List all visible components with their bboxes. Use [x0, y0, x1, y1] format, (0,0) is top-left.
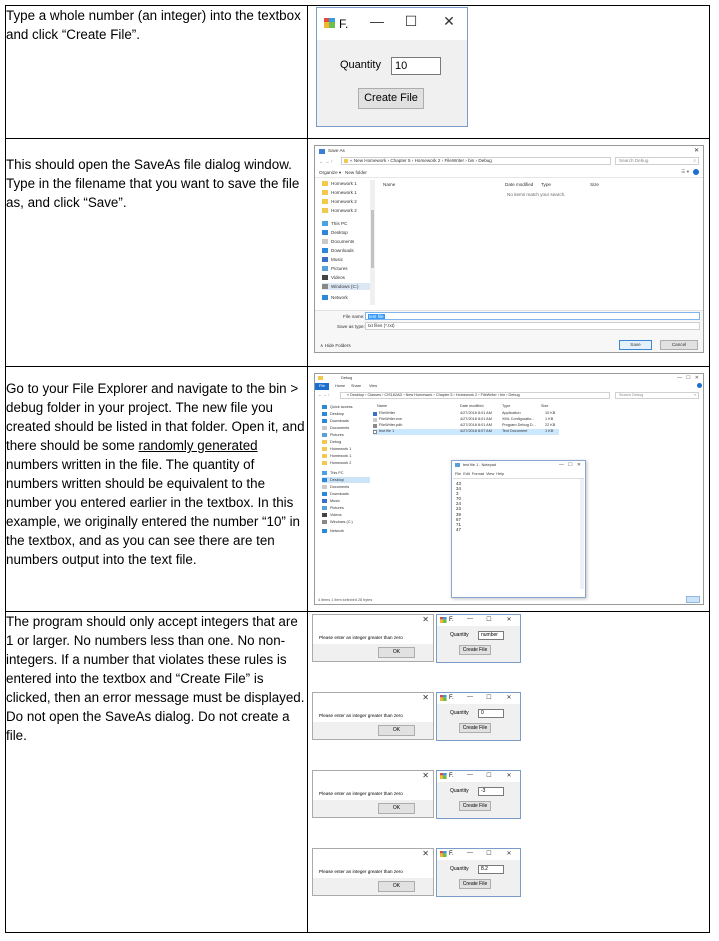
organize-menu[interactable]: Organize ▾	[319, 170, 342, 175]
minimize-button[interactable]: —	[467, 850, 473, 856]
quantity-input[interactable]: number	[478, 631, 504, 640]
help-icon[interactable]	[693, 169, 699, 175]
number-line: 67	[456, 516, 461, 522]
notepad-menu	[455, 472, 504, 476]
step-1-text: Type a whole number (an integer) into the textbox and click “Create File”.	[6, 8, 301, 42]
nav-item[interactable]: Desktop	[322, 477, 370, 483]
notepad-scrollbar[interactable]	[580, 479, 584, 589]
nav-item[interactable]: Documents	[322, 425, 368, 431]
ok-button[interactable]: OK	[378, 725, 415, 736]
file-name: FileWriter	[379, 411, 396, 415]
nav-item[interactable]: Desktop	[322, 411, 368, 417]
close-button[interactable]: ✕	[506, 617, 512, 623]
ok-button[interactable]: OK	[378, 803, 415, 814]
nav-arrows-icon[interactable]: ← → ↑	[319, 159, 334, 164]
app-icon	[324, 18, 335, 28]
ribbon-tab-file[interactable]: File	[315, 383, 329, 390]
explorer-path: « Desktop › Classes › CIS162AD › New Homework › Chapter 5 › Homework 2 › FileWriter › bin › Debug	[347, 393, 520, 397]
close-button[interactable]: ✕	[506, 773, 512, 779]
quantity-input[interactable]: 8.2	[478, 865, 504, 874]
save-dialog-path-bar[interactable]	[341, 157, 611, 165]
step-row-3	[6, 367, 710, 612]
quantity-label: Quantity	[450, 632, 469, 638]
nav-item[interactable]: Homework 1	[322, 446, 368, 452]
mini-form-window	[436, 614, 521, 663]
number-line: 3	[456, 491, 459, 497]
column-header-date[interactable]: Date modified	[505, 182, 534, 187]
explorer-folder-icon	[318, 376, 323, 380]
create-file-button[interactable]: Create File	[358, 88, 424, 109]
nav-item[interactable]: Documents	[322, 484, 368, 490]
maximize-button[interactable]: ☐	[486, 851, 492, 857]
app-icon	[440, 617, 447, 623]
quantity-input[interactable]: 0	[478, 709, 504, 718]
number-line: 70	[456, 496, 461, 502]
minimize-button[interactable]: —	[370, 13, 384, 29]
step-3-text	[6, 379, 307, 569]
quantity-label: Quantity	[450, 866, 469, 872]
nav-item[interactable]: Documents	[322, 238, 368, 245]
step-3-text-underlined: randomly generated	[138, 438, 258, 453]
explorer-path-bar[interactable]	[340, 392, 610, 399]
step-row-4	[6, 612, 710, 933]
create-file-button[interactable]: Create File	[459, 723, 491, 733]
step-2-image-cell	[308, 139, 710, 367]
number-line: 24	[456, 501, 461, 507]
search-icon: ⌕	[693, 158, 696, 163]
file-type: Text Document	[502, 429, 528, 433]
step-row-2	[6, 139, 710, 367]
quantity-label: Quantity	[450, 710, 469, 716]
error-dialog	[312, 614, 434, 662]
mini-title: F.	[449, 617, 454, 623]
minimize-button[interactable]: —	[467, 772, 473, 778]
savetype-select[interactable]	[365, 322, 700, 330]
view-options-icon[interactable]: ☰ ▾	[681, 169, 689, 174]
notepad-content[interactable]	[456, 481, 461, 532]
mini-form-window	[436, 848, 521, 897]
column-header-size[interactable]: Size	[541, 404, 549, 408]
file-size: 22 KB	[545, 423, 556, 427]
number-line: 23	[456, 506, 461, 512]
savetype-label: Save as type:	[337, 324, 365, 329]
form-titlebar	[317, 8, 467, 40]
nav-scrollbar[interactable]	[370, 180, 375, 305]
error-close-icon[interactable]: ✕	[422, 849, 429, 858]
nav-item[interactable]: Pictures	[322, 505, 368, 511]
nav-item[interactable]: Quick access	[322, 404, 368, 410]
nav-arrows-icon[interactable]: ← → ↑	[318, 393, 330, 397]
column-header-size[interactable]: Size	[590, 182, 599, 187]
error-message: Please enter an integer greater than zero	[319, 869, 403, 874]
app-icon	[440, 695, 447, 701]
form-window	[316, 7, 468, 127]
column-header-type[interactable]: Type	[502, 404, 511, 408]
help-icon[interactable]	[697, 383, 702, 388]
nav-item[interactable]: This PC	[322, 470, 368, 476]
app-icon	[440, 773, 447, 779]
nav-item[interactable]: Homework 2	[322, 207, 368, 214]
save-button[interactable]: Save	[619, 340, 652, 350]
error-message: Please enter an integer greater than zero	[319, 791, 403, 796]
nav-item[interactable]: Network	[322, 528, 368, 534]
number-line: 43	[456, 481, 461, 486]
explorer-title: Debug	[341, 376, 353, 380]
error-dialog	[312, 770, 434, 818]
ok-button[interactable]: OK	[378, 881, 415, 892]
nav-item[interactable]: Pictures	[322, 265, 368, 272]
empty-message: No items match your search.	[507, 192, 566, 197]
explorer-ribbon	[315, 383, 704, 390]
search-icon: ⌕	[693, 393, 696, 397]
step-4-text: The program should only accept integers that are 1 or larger. No numbers less than one. No non-integers. If a number that violates these rules is entered into the textbox and “Create File” is clicked, then an error message must be displayed. Do not open the SaveAs dialog. Do not create a file.	[6, 614, 305, 743]
save-dialog-path: « New Homework › Chapter 5 › Homework 2 › FileWriter › bin › Debug	[350, 158, 492, 163]
mini-title: F.	[449, 695, 454, 701]
step-2-text: This should open the SaveAs file dialog window. Type in the filename that you want to save the file as, and click “Save”.	[6, 157, 300, 210]
explorer-window-controls[interactable]: — ☐ ✕	[676, 375, 699, 381]
error-close-icon[interactable]: ✕	[422, 771, 429, 780]
file-name: test file 1	[379, 429, 395, 433]
nav-item[interactable]: Desktop	[322, 229, 368, 236]
nav-item[interactable]: Pictures	[322, 432, 368, 438]
maximize-button[interactable]: ☐	[486, 617, 492, 623]
nav-item[interactable]: Windows (C:)	[322, 519, 368, 525]
file-size: 1 KB	[545, 429, 554, 433]
explorer-search-placeholder: Search Debug	[619, 393, 644, 397]
save-dialog-icon	[319, 149, 325, 154]
close-button[interactable]: ✕	[443, 13, 455, 29]
notepad-icon	[455, 463, 460, 467]
nav-item[interactable]: Videos	[322, 274, 368, 281]
number-line: 47	[456, 526, 461, 532]
step-3-image-cell	[308, 367, 710, 612]
file-type: Application	[502, 411, 521, 415]
maximize-button[interactable]: ☐	[404, 13, 418, 29]
mini-form-window	[436, 692, 521, 741]
ribbon-tab-home[interactable]: Home	[335, 384, 346, 388]
maximize-button[interactable]: ☐	[486, 773, 492, 779]
error-dialog	[312, 692, 434, 740]
nav-item[interactable]: Downloads	[322, 418, 368, 424]
quantity-label: Quantity	[340, 59, 381, 71]
explorer-nav-pane	[317, 404, 367, 594]
nav-item[interactable]: Debug	[322, 439, 368, 445]
step-2-text-cell	[6, 139, 308, 367]
nav-item[interactable]: Downloads	[322, 247, 368, 254]
notepad-window-controls[interactable]: — ☐ ✕	[558, 462, 581, 468]
step-4-image-cell	[308, 612, 710, 933]
notepad-window	[451, 460, 586, 598]
save-dialog-close-icon[interactable]: ✕	[693, 148, 699, 154]
mini-title: F.	[449, 773, 454, 779]
filename-label: File name:	[343, 314, 365, 319]
file-row-selected[interactable]	[373, 429, 559, 435]
file-explorer-window	[314, 373, 704, 605]
nav-item[interactable]: This PC	[322, 220, 368, 227]
save-dialog-nav-pane	[317, 180, 369, 310]
save-dialog-search-placeholder: Search Debug	[619, 158, 649, 163]
ribbon-tab-share[interactable]: Share	[351, 384, 362, 388]
step-1-text-cell	[6, 6, 308, 139]
step-1-image-cell	[308, 6, 710, 139]
filename-input[interactable]	[365, 312, 700, 320]
column-header-type[interactable]: Type	[541, 182, 551, 187]
path-folder-icon	[344, 159, 348, 163]
save-dialog-title: Save As	[328, 148, 345, 153]
notepad-menu-help[interactable]: Help	[496, 472, 505, 476]
quantity-input[interactable]: -3	[478, 787, 504, 796]
notepad-menu-format[interactable]: Format	[471, 472, 484, 476]
maximize-button[interactable]: ☐	[486, 695, 492, 701]
file-date: 4/27/2018 8:01 AM	[460, 417, 492, 421]
error-close-icon[interactable]: ✕	[422, 615, 429, 624]
quantity-label: Quantity	[450, 788, 469, 794]
step-row-1	[6, 6, 710, 139]
create-file-button[interactable]: Create File	[459, 879, 491, 889]
number-line: 34	[456, 486, 461, 492]
step-3-text-cell	[6, 367, 308, 612]
notepad-menu-file[interactable]: File	[455, 472, 462, 476]
file-type: XML Configuratio...	[502, 417, 535, 421]
number-line: 71	[456, 521, 461, 527]
view-toggle-icon[interactable]	[686, 596, 700, 603]
savetype-value: txt files (*.txt)	[368, 323, 395, 328]
file-name: FileWriter.exe	[379, 417, 403, 421]
create-file-button[interactable]: Create File	[459, 801, 491, 811]
column-header-name[interactable]: Name	[377, 404, 388, 408]
hide-folders-button[interactable]: ∧ Hide Folders	[320, 343, 351, 348]
nav-item[interactable]: Homework 2	[322, 198, 368, 205]
step-3-text-after: numbers written in the file. The quantity of numbers written should be equivalent to the number you entered earlier in the textbox. In this example, we originally entered the number “10” in the textbox, and as you can see there are ten numbers output into the text file.	[6, 457, 301, 567]
nav-item[interactable]: Music	[322, 256, 368, 263]
nav-item[interactable]: Homework 1	[322, 180, 368, 187]
file-name: FileWriter.pdb	[379, 423, 403, 427]
notepad-title: test file 1 - Notepad	[463, 463, 496, 467]
notepad-menu-edit[interactable]: Edit	[463, 472, 470, 476]
file-date: 4/27/2018 8:01 AM	[460, 423, 492, 427]
app-icon	[440, 851, 447, 857]
nav-item[interactable]: Downloads	[322, 491, 368, 497]
nav-item[interactable]: Network	[322, 294, 368, 301]
error-dialog	[312, 848, 434, 896]
minimize-button[interactable]: —	[467, 616, 473, 622]
mini-title: F.	[449, 851, 454, 857]
nav-item[interactable]: Homework 1	[322, 189, 368, 196]
ribbon-tab-view[interactable]: View	[369, 384, 378, 388]
explorer-status: 4 items 1 item selected 28 bytes	[318, 598, 373, 602]
minimize-button[interactable]: —	[467, 694, 473, 700]
step-4-text-cell	[6, 612, 308, 933]
quantity-input[interactable]: 10	[391, 57, 441, 75]
file-type: Program Debug D...	[502, 423, 536, 427]
nav-item[interactable]: Windows (C:)	[322, 283, 370, 290]
explorer-search[interactable]	[615, 392, 699, 399]
notepad-menu-view[interactable]: View	[486, 472, 495, 476]
form-title: F.	[339, 17, 349, 31]
new-folder-button[interactable]: New folder	[345, 170, 367, 175]
number-line: 39	[456, 511, 461, 517]
file-size: 1 KB	[545, 417, 554, 421]
filename-value: test file	[369, 314, 384, 319]
error-close-icon[interactable]: ✕	[422, 693, 429, 702]
column-header-date[interactable]: Date modified	[460, 404, 484, 408]
mini-form-window	[436, 770, 521, 819]
file-date: 4/27/2018 8:07 AM	[460, 429, 492, 433]
nav-item[interactable]: Videos	[322, 512, 368, 518]
nav-item[interactable]: Homework 2	[322, 460, 368, 466]
ok-button[interactable]: OK	[378, 647, 415, 658]
document-page	[5, 5, 709, 933]
column-header-name[interactable]: Name	[383, 182, 396, 187]
cancel-button[interactable]: Cancel	[660, 340, 698, 350]
nav-item[interactable]: Music	[322, 498, 368, 504]
instructions-table	[5, 5, 710, 933]
close-button[interactable]: ✕	[506, 695, 512, 701]
create-file-button[interactable]: Create File	[459, 645, 491, 655]
save-as-dialog	[314, 145, 704, 353]
close-button[interactable]: ✕	[506, 851, 512, 857]
nav-item[interactable]: Homework 1	[322, 453, 368, 459]
file-date: 4/27/2018 8:01 AM	[460, 411, 492, 415]
error-message: Please enter an integer greater than zero	[319, 635, 403, 640]
file-size: 10 KB	[545, 411, 556, 415]
save-dialog-search[interactable]	[615, 157, 699, 165]
step-3-text-before: Go to your File Explorer and navigate to the bin > debug folder in your project. The new file you created should be listed in that folder. Open it, and there should be some	[6, 381, 305, 453]
error-message: Please enter an integer greater than zero	[319, 713, 403, 718]
